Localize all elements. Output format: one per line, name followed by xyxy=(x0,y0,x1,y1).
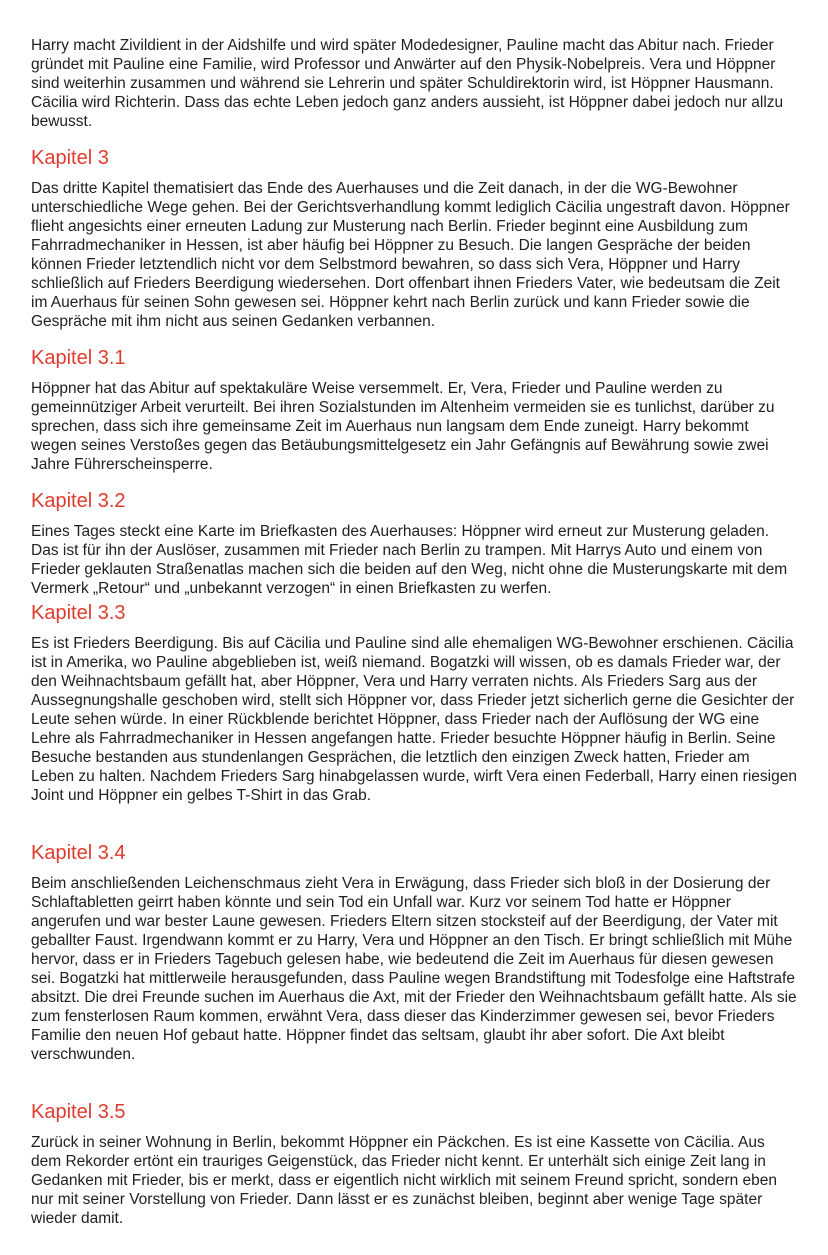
heading-kapitel-3-5: Kapitel 3.5 xyxy=(31,1101,126,1123)
paragraph-kapitel-3-3: Es ist Frieders Beerdigung. Bis auf Cäcilia und Pauline sind alle ehemaligen WG-Bewohner erschienen. Cäcilia ist in Amerika, wo Pauline abgeblieben ist, weiß niemand. Bogatzki will wissen, ob es damals Frieder war, der den Weihnachtsbaum gefällt hat, aber Höppner, Vera und Harry verraten nichts. Als Frieders Sarg aus der Aussegnungshalle geschoben wird, stellt sich Höppner vor, dass Frieder jetzt sicherlich gerne die Gesichter der Leute sehen würde. In einer Rückblende berichtet Höppner, dass Frieder nach der Auflösung der WG eine Lehre als Fahrradmechaniker in Hessen angefangen hatte. Frieder besuchte Höppner häufig in Berlin. Seine Besuche bestanden aus stundenlangen Gesprächen, die letztlich den einzigen Zweck hatten, Frieder am Leben zu halten. Nachdem Frieders Sarg hinabgelassen wurde, wirft Vera einen Federball, Harry einen riesigen Joint und Höppner ein gelbes T-Shirt in das Grab. xyxy=(31,635,797,804)
paragraph-intro: Harry macht Zivildient in der Aidshilfe und wird später Modedesigner, Pauline macht das Abitur nach. Frieder gründet mit Pauline eine Familie, wird Professor und Anwärter auf den Physik-Nobelpreis. Vera und Höppner sind weiterhin zusammen und während sie Lehrerin und später Schuldirektorin wird, ist Höppner Hausmann. Cäcilia wird Richterin. Dass das echte Leben jedoch ganz anders aussieht, ist Höppner dabei jedoch nur allzu bewusst. xyxy=(31,37,784,130)
heading-kapitel-3-2: Kapitel 3.2 xyxy=(31,490,126,512)
paragraph-kapitel-3-5: Zurück in seiner Wohnung in Berlin, bekommt Höppner ein Päckchen. Es ist eine Kassette von Cäcilia. Aus dem Rekorder ertönt ein trauriges Geigenstück, das Frieder nicht kennt. Er unterhält sich einige Zeit lang in Gedanken mit Frieder, bis er merkt, dass er eigentlich nicht wirklich mit seinem Freund spricht, sondern eben nur mit seiner Vorstellung von Frieder. Dann lässt er es zunächst bleiben, beginnt aber wenige Tage später wieder damit. xyxy=(31,1134,778,1227)
heading-kapitel-3: Kapitel 3 xyxy=(31,147,109,169)
heading-kapitel-3-4: Kapitel 3.4 xyxy=(31,842,126,864)
paragraph-kapitel-3-2: Eines Tages steckt eine Karte im Briefkasten des Auerhauses: Höppner wird erneut zur Musterung geladen. Das ist für ihn der Auslöser, zusammen mit Frieder nach Berlin zu trampen. Mit Harrys Auto und einem von Frieder geklauten Straßenatlas machen sich die beiden auf den Weg, nicht ohne die Musterungskarte mit dem Vermerk „Retour“ und „unbekannt verzogen“ in einen Briefkasten zu werfen. xyxy=(31,523,788,597)
paragraph-kapitel-3-4: Beim anschließenden Leichenschmaus zieht Vera in Erwägung, dass Frieder sich bloß in der Dosierung der Schlaftabletten geirrt haben könnte und sein Tod ein Unfall war. Kurz vor seinem Tod hatte er Höppner angerufen und war bester Laune gewesen. Frieders Eltern sitzen stocksteif auf der Beerdigung, der Vater mit geballter Faust. Irgendwann kommt er zu Harry, Vera und Höppner an den Tisch. Er bringt schließlich mit Mühe hervor, dass er in Frieders Tagebuch gelesen habe, wie bedeutend die Zeit im Auerhaus für diesen gewesen sei. Bogatzki hat mittlerweile herausgefunden, dass Pauline wegen Brandstiftung mit Todesfolge eine Haftstrafe absitzt. Die drei Freunde suchen im Auerhaus die Axt, mit der Frieder den Weihnachtsbaum gefällt hatte. Als sie zum fensterlosen Raum kommen, erwähnt Vera, dass dieser das Kinderzimmer gewesen sei, bevor Frieders Familie den neuen Hof gebaut hatte. Höppner findet das seltsam, glaubt ihr aber sofort. Die Axt bleibt verschwunden. xyxy=(31,875,797,1063)
paragraph-kapitel-3: Das dritte Kapitel thematisiert das Ende des Auerhauses und die Zeit danach, in der die WG-Bewohner unterschiedliche Wege gehen. Bei der Gerichtsverhandlung kommt lediglich Cäcilia ungestraft davon. Höppner flieht angesichts einer erneuten Ladung zur Musterung nach Berlin. Frieder beginnt eine Ausbildung zum Fahrradmechaniker in Hessen, ist aber häufig bei Höppner zu Besuch. Die langen Gespräche der beiden können Frieder letztendlich nicht vor dem Selbstmord bewahren, so dass sich Vera, Höppner und Harry schließlich auf Frieders Beerdigung wiedersehen. Dort offenbart ihnen Frieders Vater, wie bedeutsam die Zeit im Auerhaus für seinen Sohn gewesen sei. Höppner kehrt nach Berlin zurück und kann Frieder sowie die Gespräche mit ihm nicht aus seinen Gedanken verbannen. xyxy=(31,180,790,330)
paragraph-kapitel-3-1: Höppner hat das Abitur auf spektakuläre Weise versemmelt. Er, Vera, Frieder und Pauline werden zu gemeinnütziger Arbeit verurteilt. Bei ihren Sozialstunden im Altenheim vermeiden sie es tunlichst, darüber zu sprechen, dass sich ihre gemeinsame Zeit im Auerhaus nun langsam dem Ende zuneigt. Harry bekommt wegen seines Verstoßes gegen das Betäubungsmittelgesetz ein Jahr Gefängnis auf Bewährung sowie zwei Jahre Führerscheinsperre. xyxy=(31,380,775,473)
heading-kapitel-3-3: Kapitel 3.3 xyxy=(31,602,126,624)
heading-kapitel-3-1: Kapitel 3.1 xyxy=(31,347,126,369)
